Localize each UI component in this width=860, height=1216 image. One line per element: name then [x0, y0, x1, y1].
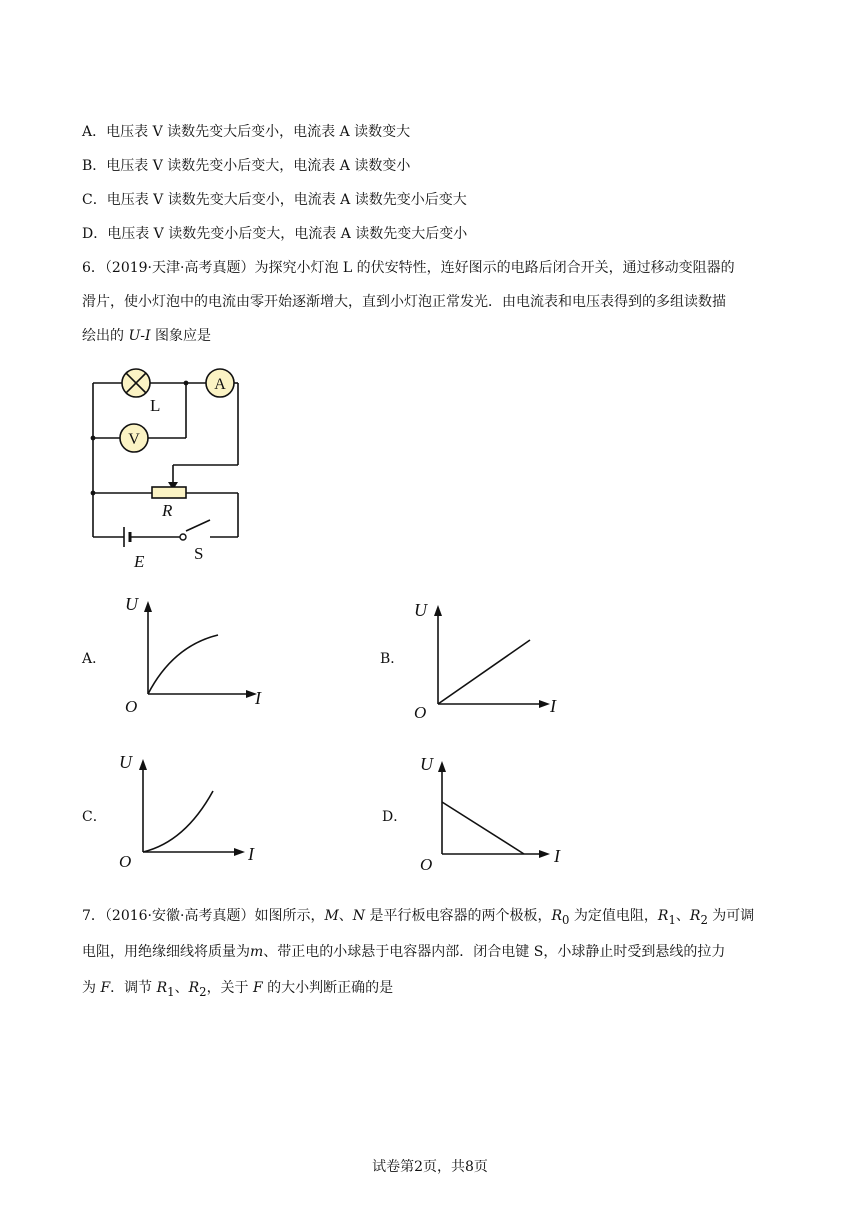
y-axis-label: U	[420, 754, 433, 774]
option-text: 电压表 V 读数先变小后变大，电流表 A 读数先变大后变小	[107, 226, 468, 242]
q6-line-2: 滑片，使小灯泡中的电流由零开始逐渐增大，直到小灯泡正常发光．由电流表和电压表得到的多组读数描	[82, 294, 726, 310]
graph-b	[412, 592, 572, 722]
symbol-r2: R	[188, 980, 200, 996]
dash: -	[140, 328, 145, 344]
q5-option-b	[82, 156, 410, 176]
question-source: （2019·天津·高考真题）	[104, 260, 255, 276]
option-label: B．	[82, 158, 107, 174]
q7-line-2	[82, 942, 725, 962]
symbol-mass: m	[250, 944, 264, 960]
option-label: D．	[82, 226, 108, 242]
question-text: 是平行板电容器的两个极板，	[365, 908, 552, 924]
option-label: C．	[82, 192, 107, 208]
x-axis-label: I	[248, 844, 254, 864]
graph-option-d-label: D．	[382, 809, 408, 825]
q5-option-a	[82, 122, 410, 142]
y-axis-arrow-icon	[438, 761, 446, 772]
subscript: 1	[167, 984, 175, 999]
rheostat-label: R	[162, 501, 173, 520]
switch-label: S	[194, 544, 204, 563]
question-text: ．调节	[110, 980, 157, 996]
question-text: 如图所示，	[254, 908, 325, 924]
question-text: 的大小判断正确的是	[262, 980, 394, 996]
origin-label: O	[119, 852, 132, 871]
y-axis-label: U	[125, 594, 138, 614]
lamp-label: L	[150, 396, 161, 415]
y-axis-arrow-icon	[139, 759, 147, 770]
origin-label: O	[414, 703, 427, 722]
symbol-force: F	[100, 980, 111, 996]
question-text: 电阻，用绝缘细线将质量为	[82, 944, 250, 960]
circuit-diagram	[80, 362, 260, 577]
option-text: 电压表 V 读数先变大后变小，电流表 A 读数先变小后变大	[106, 192, 467, 208]
subscript: 2	[700, 912, 708, 927]
option-text: 电压表 V 读数先变小后变大，电流表 A 读数变小	[106, 158, 411, 174]
x-axis-arrow-icon	[539, 850, 550, 858]
battery-label: E	[134, 552, 145, 571]
x-axis-label: I	[550, 696, 556, 716]
q5-option-c	[82, 190, 467, 210]
graph-option-b-label: B．	[380, 651, 405, 667]
ammeter-label: A	[214, 376, 226, 393]
symbol-r0: R	[551, 908, 563, 924]
question-source: （2016·安徽·高考真题）	[104, 908, 255, 924]
question-text: ，关于	[206, 980, 254, 996]
q5-option-d	[82, 224, 467, 244]
x-axis-arrow-icon	[234, 848, 245, 856]
y-axis-label: U	[119, 752, 132, 772]
symbol-i: I	[145, 328, 151, 344]
separator: 、	[174, 980, 189, 996]
switch-icon	[180, 534, 186, 540]
voltmeter-label: V	[128, 431, 140, 448]
symbol-r1: R	[156, 980, 168, 996]
question-text: 图象应是	[150, 328, 211, 344]
graph-d	[416, 748, 576, 878]
symbol-n-plate: N	[352, 908, 366, 924]
symbol-r2: R	[689, 908, 701, 924]
symbol-r1: R	[657, 908, 669, 924]
question-number: 7．	[82, 908, 105, 924]
page-footer: 试卷第2页，共8页	[372, 1159, 488, 1175]
separator: 、	[675, 908, 690, 924]
graph-c	[115, 746, 275, 876]
separator: 、	[338, 908, 353, 924]
q7-line-1	[82, 906, 754, 930]
q7-line-3	[82, 978, 393, 1002]
option-label: A．	[82, 124, 107, 140]
option-text: 电压表 V 读数先变大后变小，电流表 A 读数变大	[106, 124, 411, 140]
q6-line-1	[82, 258, 735, 278]
question-text: 为定值电阻，	[569, 908, 658, 924]
question-text: 、带正电的小球悬于电容器内部．闭合电键 S，小球静止时受到悬线的拉力	[263, 944, 726, 960]
rheostat-icon	[152, 487, 186, 498]
ammeter-icon	[206, 369, 234, 397]
voltmeter-icon	[120, 424, 148, 452]
q6-line-3	[82, 326, 211, 346]
question-text: 为可调	[707, 908, 755, 924]
symbol-u: U	[128, 328, 141, 344]
graph-option-c-label: C．	[82, 809, 107, 825]
symbol-force: F	[253, 980, 263, 996]
battery-icon	[124, 527, 130, 547]
y-axis-arrow-icon	[434, 605, 442, 616]
x-axis-label: I	[255, 688, 261, 708]
symbol-m-plate: M	[324, 908, 339, 924]
x-axis-label: I	[554, 846, 560, 866]
y-axis-label: U	[414, 600, 427, 620]
question-text: 绘出的	[82, 328, 129, 344]
subscript: 1	[668, 912, 676, 927]
question-text: 为	[82, 980, 101, 996]
subscript: 2	[199, 984, 207, 999]
graph-option-a-label: A．	[82, 651, 107, 667]
x-axis-arrow-icon	[539, 700, 550, 708]
y-axis-arrow-icon	[144, 601, 152, 612]
question-text: 为探究小灯泡 L 的伏安特性，连好图示的电路后闭合开关，通过移动变阻器的	[254, 260, 735, 276]
lamp-icon	[122, 369, 150, 397]
origin-label: O	[420, 855, 433, 874]
question-number: 6．	[82, 260, 105, 276]
origin-label: O	[125, 697, 138, 716]
graph-a	[115, 588, 275, 718]
subscript: 0	[562, 912, 570, 927]
